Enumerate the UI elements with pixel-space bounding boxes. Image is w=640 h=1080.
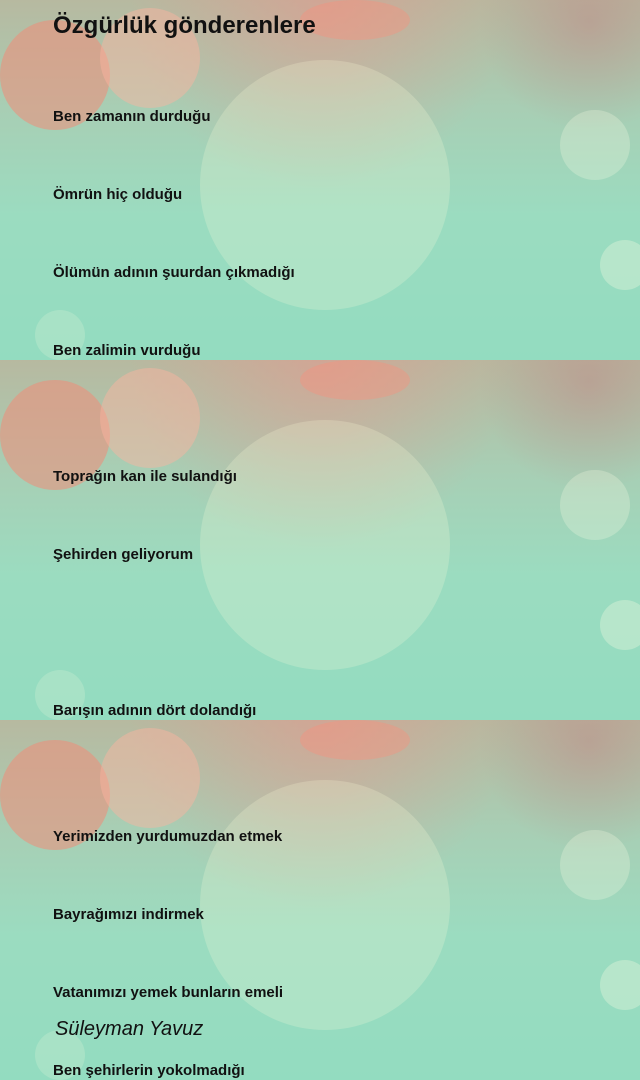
poem-line: Barışın adının dört dolandığı xyxy=(53,702,257,719)
bokeh-decoration xyxy=(600,240,640,290)
poem-line: Yerimizden yurdumuzdan etmek xyxy=(53,828,283,845)
poem-line: Ölümün adının şuurdan çıkmadığı xyxy=(53,264,295,281)
poem-line: Ömrün hiç olduğu xyxy=(53,186,183,203)
poem-title: Özgürlük gönderenlere xyxy=(53,12,316,39)
poem-line xyxy=(53,620,293,646)
bokeh-decoration xyxy=(560,110,630,180)
bokeh-decoration xyxy=(300,720,410,760)
poem-line: Ben zalimin vurduğu xyxy=(53,342,201,359)
poem-panel-3 xyxy=(0,720,640,1080)
poem-stanza xyxy=(53,412,293,720)
bokeh-decoration xyxy=(300,360,410,400)
bokeh-decoration xyxy=(600,600,640,650)
poem-panel-1 xyxy=(0,0,640,360)
poem-line: Ben zamanın durduğu xyxy=(53,108,211,125)
poem-author: Süleyman Yavuz xyxy=(55,1018,204,1040)
bokeh-decoration xyxy=(560,470,630,540)
poem-stanza xyxy=(53,52,369,360)
poem-line: Toprağın kan ile sulandığı xyxy=(53,468,237,485)
bokeh-decoration xyxy=(560,830,630,900)
poem-panel-2 xyxy=(0,360,640,720)
poem-line: Şehirden geliyorum xyxy=(53,546,194,563)
bokeh-decoration xyxy=(300,0,410,40)
poem-line: Ben şehirlerin yokolmadığı xyxy=(53,1062,245,1079)
bokeh-decoration xyxy=(600,960,640,1010)
poem-line: Vatanımızı yemek bunların emeli xyxy=(53,984,284,1001)
poem-line: Bayrağımızı indirmek xyxy=(53,906,204,923)
